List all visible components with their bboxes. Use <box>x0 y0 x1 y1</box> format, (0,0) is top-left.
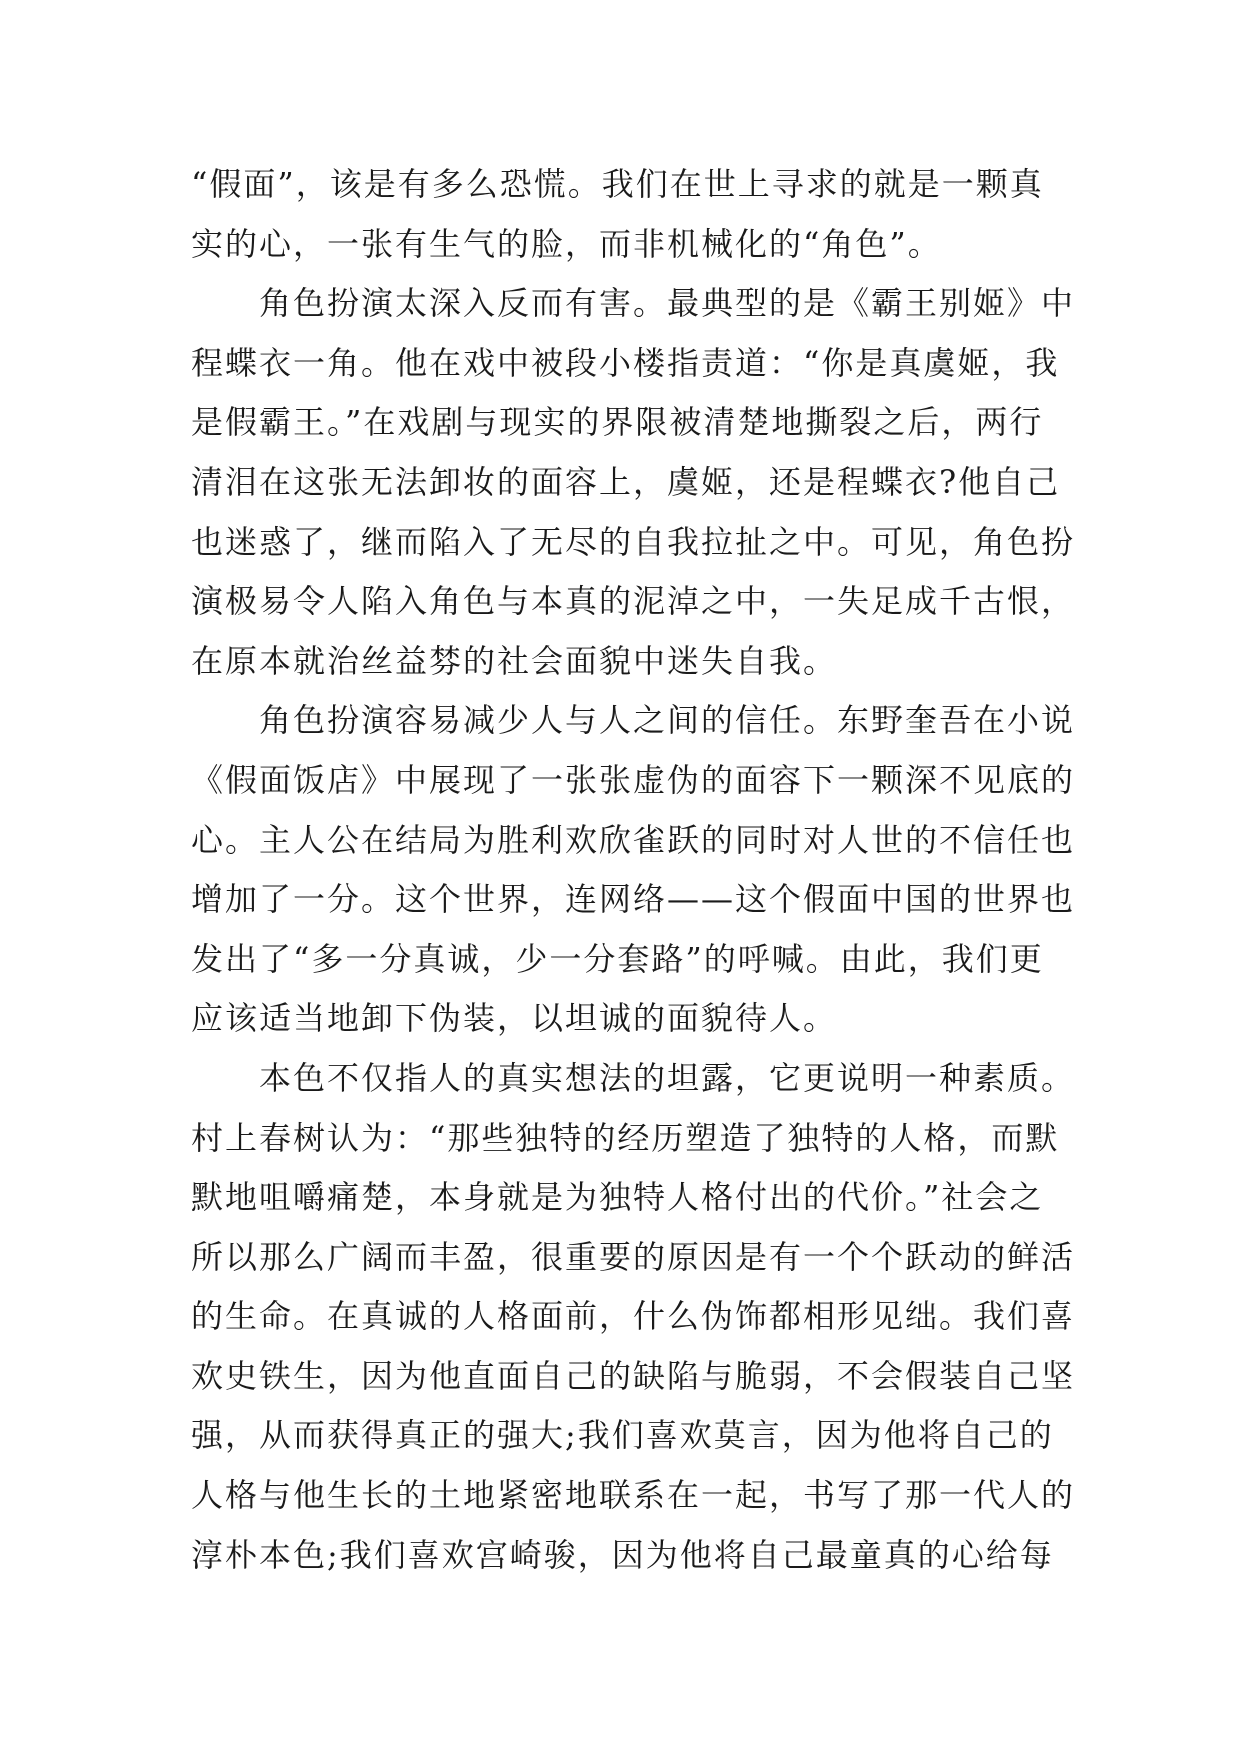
text-line: 是假霸王。”在戏剧与现实的界限被清楚地撕裂之后，两行 <box>191 403 1044 442</box>
text-line: 《假面饭店》中展现了一张张虚伪的面容下一颗深不见底的 <box>191 760 1076 799</box>
text-line: 村上春树认为：“那些独特的经历塑造了独特的人格，而默 <box>191 1118 1060 1157</box>
text-line: 清泪在这张无法卸妆的面容上，虞姬，还是程蝶衣?他自己 <box>191 462 1061 501</box>
text-line: 实的心，一张有生气的脸，而非机械化的“角色”。 <box>191 224 942 263</box>
text-line: 程蝶衣一角。他在戏中被段小楼指责道：“你是真虞姬，我 <box>191 343 1060 382</box>
text-line: 演极易令人陷入角色与本真的泥淖之中，一失足成千古恨， <box>191 582 1076 621</box>
text-line: 角色扮演容易减少人与人之间的信任。东野奎吾在小说 <box>191 701 1076 740</box>
text-line: 默地咀嚼痛楚，本身就是为独特人格付出的代价。”社会之 <box>191 1178 1044 1217</box>
text-line: 增加了一分。这个世界，连网络——这个假面中国的世界也 <box>191 880 1076 919</box>
text-line: 应该适当地卸下伪装，以坦诚的面貌待人。 <box>191 999 838 1038</box>
text-line: 强，从而获得真正的强大;我们喜欢莫言，因为他将自己的 <box>191 1416 1054 1455</box>
text-line: 的生命。在真诚的人格面前，什么伪饰都相形见绌。我们喜 <box>191 1297 1076 1336</box>
text-line: “假面”，该是有多么恐慌。我们在世上寻求的就是一颗真 <box>191 165 1044 203</box>
text-line: 本色不仅指人的真实想法的坦露，它更说明一种素质。 <box>191 1058 1076 1097</box>
text-line: 所以那么广阔而丰盈，很重要的原因是有一个个跃动的鲜活 <box>191 1237 1076 1276</box>
text-line: 心。主人公在结局为胜利欢欣雀跃的同时对人世的不信任也 <box>191 820 1076 859</box>
essay-text <box>191 155 1076 1585</box>
text-line: 淳朴本色;我们喜欢宫崎骏，因为他将自己最童真的心给每 <box>191 1535 1054 1574</box>
text-line: 在原本就治丝益棼的社会面貌中迷失自我。 <box>191 641 838 680</box>
text-line: 也迷惑了，继而陷入了无尽的自我拉扯之中。可见，角色扮 <box>191 522 1076 561</box>
text-line: 发出了“多一分真诚，少一分套路”的呼喊。由此，我们更 <box>191 939 1044 978</box>
text-line: 人格与他生长的土地紧密地联系在一起，书写了那一代人的 <box>191 1476 1076 1515</box>
text-line: 角色扮演太深入反而有害。最典型的是《霸王别姬》中 <box>191 284 1076 323</box>
text-line: 欢史铁生，因为他直面自己的缺陷与脆弱，不会假装自己坚 <box>191 1356 1076 1395</box>
